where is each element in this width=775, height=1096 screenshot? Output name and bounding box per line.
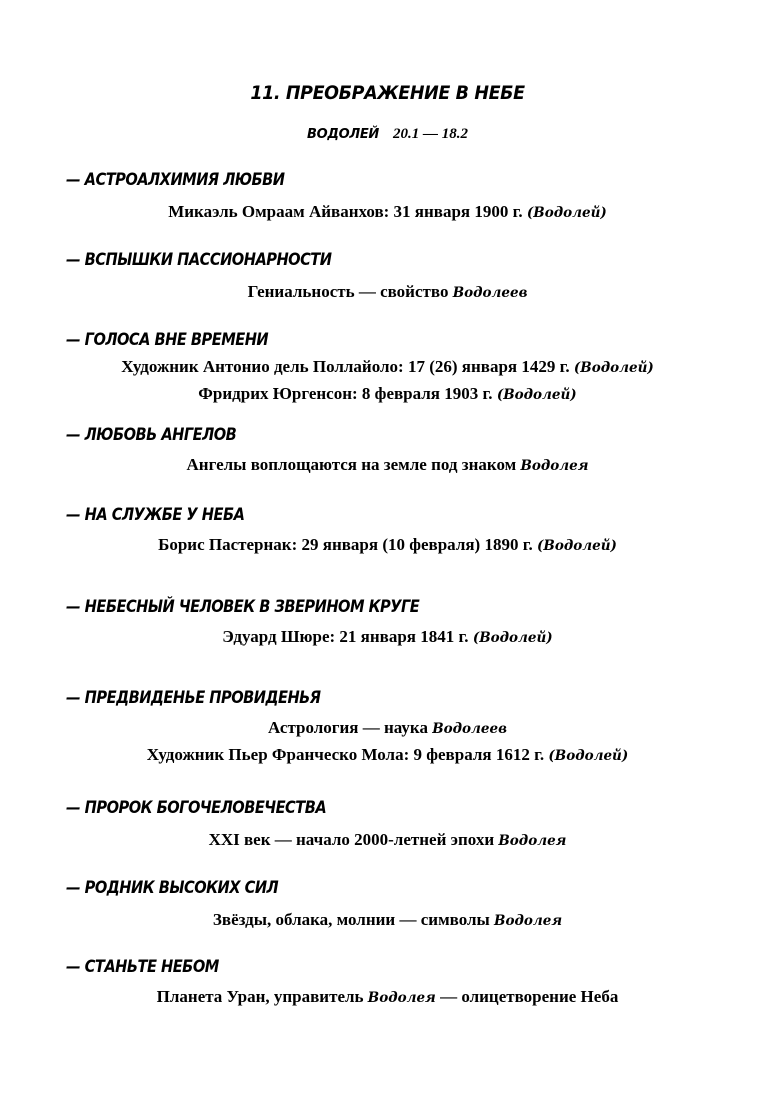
subtitle-text: XXI век — начало 2000-летней эпохи: [208, 830, 499, 849]
subtitle-text: Звёзды, облака, молнии — символы: [212, 910, 495, 929]
zodiac-sign: ВОДОЛЕЙ: [306, 127, 380, 142]
section-subtitle: [0, 455, 775, 475]
subtitle-text: Художник Антонио дель Поллайоло: 17 (26) января 1429 г.: [121, 357, 574, 376]
section-heading: — ЛЮБОВЬ АНГЕЛОВ: [66, 425, 237, 445]
subtitle-emphasis: (Водолей): [537, 538, 617, 554]
section-subtitle: [0, 745, 775, 765]
subtitle-emphasis: (Водолей): [496, 387, 577, 403]
subtitle-text: Эдуард Шюре: 21 января 1841 г.: [222, 627, 473, 646]
subtitle-text: Гениальность — свойство: [247, 282, 453, 301]
subtitle-emphasis: (Водолей): [548, 748, 629, 764]
chapter-subtitle: [0, 126, 775, 143]
section-subtitle: [0, 718, 775, 738]
section-subtitle: [0, 357, 775, 377]
subtitle-text: Планета Уран, управитель: [156, 987, 368, 1006]
subtitle-emphasis: Водолеев: [452, 285, 528, 301]
subtitle-emphasis: (Водолей): [526, 205, 607, 221]
subtitle-emphasis: Водолея: [494, 913, 563, 929]
subtitle-emphasis: (Водолей): [472, 630, 553, 646]
section-heading: — АСТРОАЛХИМИЯ ЛЮБВИ: [66, 170, 285, 190]
subtitle-emphasis: (Водолей): [573, 360, 654, 376]
section-heading: — НЕБЕСНЫЙ ЧЕЛОВЕК В ЗВЕРИНОМ КРУГЕ: [66, 597, 420, 617]
section-heading: — НА СЛУЖБЕ У НЕБА: [66, 505, 245, 525]
section-subtitle: [0, 830, 775, 850]
subtitle-emphasis: Водолеев: [432, 721, 507, 737]
section-heading: — ВСПЫШКИ ПАССИОНАРНОСТИ: [66, 250, 332, 270]
section-subtitle: [0, 202, 775, 222]
section-heading: — СТАНЬТЕ НЕБОМ: [66, 957, 219, 977]
subtitle-text: Фридрих Юргенсон: 8 февраля 1903 г.: [198, 384, 497, 403]
zodiac-dates: 20.1 — 18.2: [393, 126, 469, 142]
subtitle-text: Борис Пастернак: 29 января (10 февраля) 1890 г.: [158, 535, 538, 554]
subtitle-text: Астрология — наука: [268, 718, 433, 737]
section-subtitle: [0, 282, 775, 302]
subtitle-emphasis: Водолея: [498, 833, 567, 849]
section-subtitle: [0, 384, 775, 404]
subtitle-emphasis: Водолея: [520, 458, 589, 474]
subtitle-text: Художник Пьер Франческо Мола: 9 февраля 1612 г.: [146, 745, 549, 764]
section-heading: — ПРОРОК БОГОЧЕЛОВЕЧЕСТВА: [66, 798, 327, 818]
section-heading: — ПРЕДВИДЕНЬЕ ПРОВИДЕНЬЯ: [66, 688, 321, 708]
subtitle-emphasis: Водолея: [367, 990, 436, 1006]
section-subtitle: [0, 910, 775, 930]
section-subtitle: [0, 987, 775, 1007]
subtitle-tail: — олицетворение Неба: [435, 987, 619, 1006]
section-subtitle: [0, 627, 775, 647]
subtitle-text: Микаэль Омраам Айванхов: 31 января 1900 г.: [168, 202, 527, 221]
subtitle-text: Ангелы воплощаются на земле под знаком: [186, 455, 521, 474]
section-heading: — РОДНИК ВЫСОКИХ СИЛ: [66, 878, 279, 898]
chapter-title: 11. ПРЕОБРАЖЕНИЕ В НЕБЕ: [250, 82, 525, 104]
section-heading: — ГОЛОСА ВНЕ ВРЕМЕНИ: [66, 330, 269, 350]
section-subtitle: [0, 535, 775, 555]
